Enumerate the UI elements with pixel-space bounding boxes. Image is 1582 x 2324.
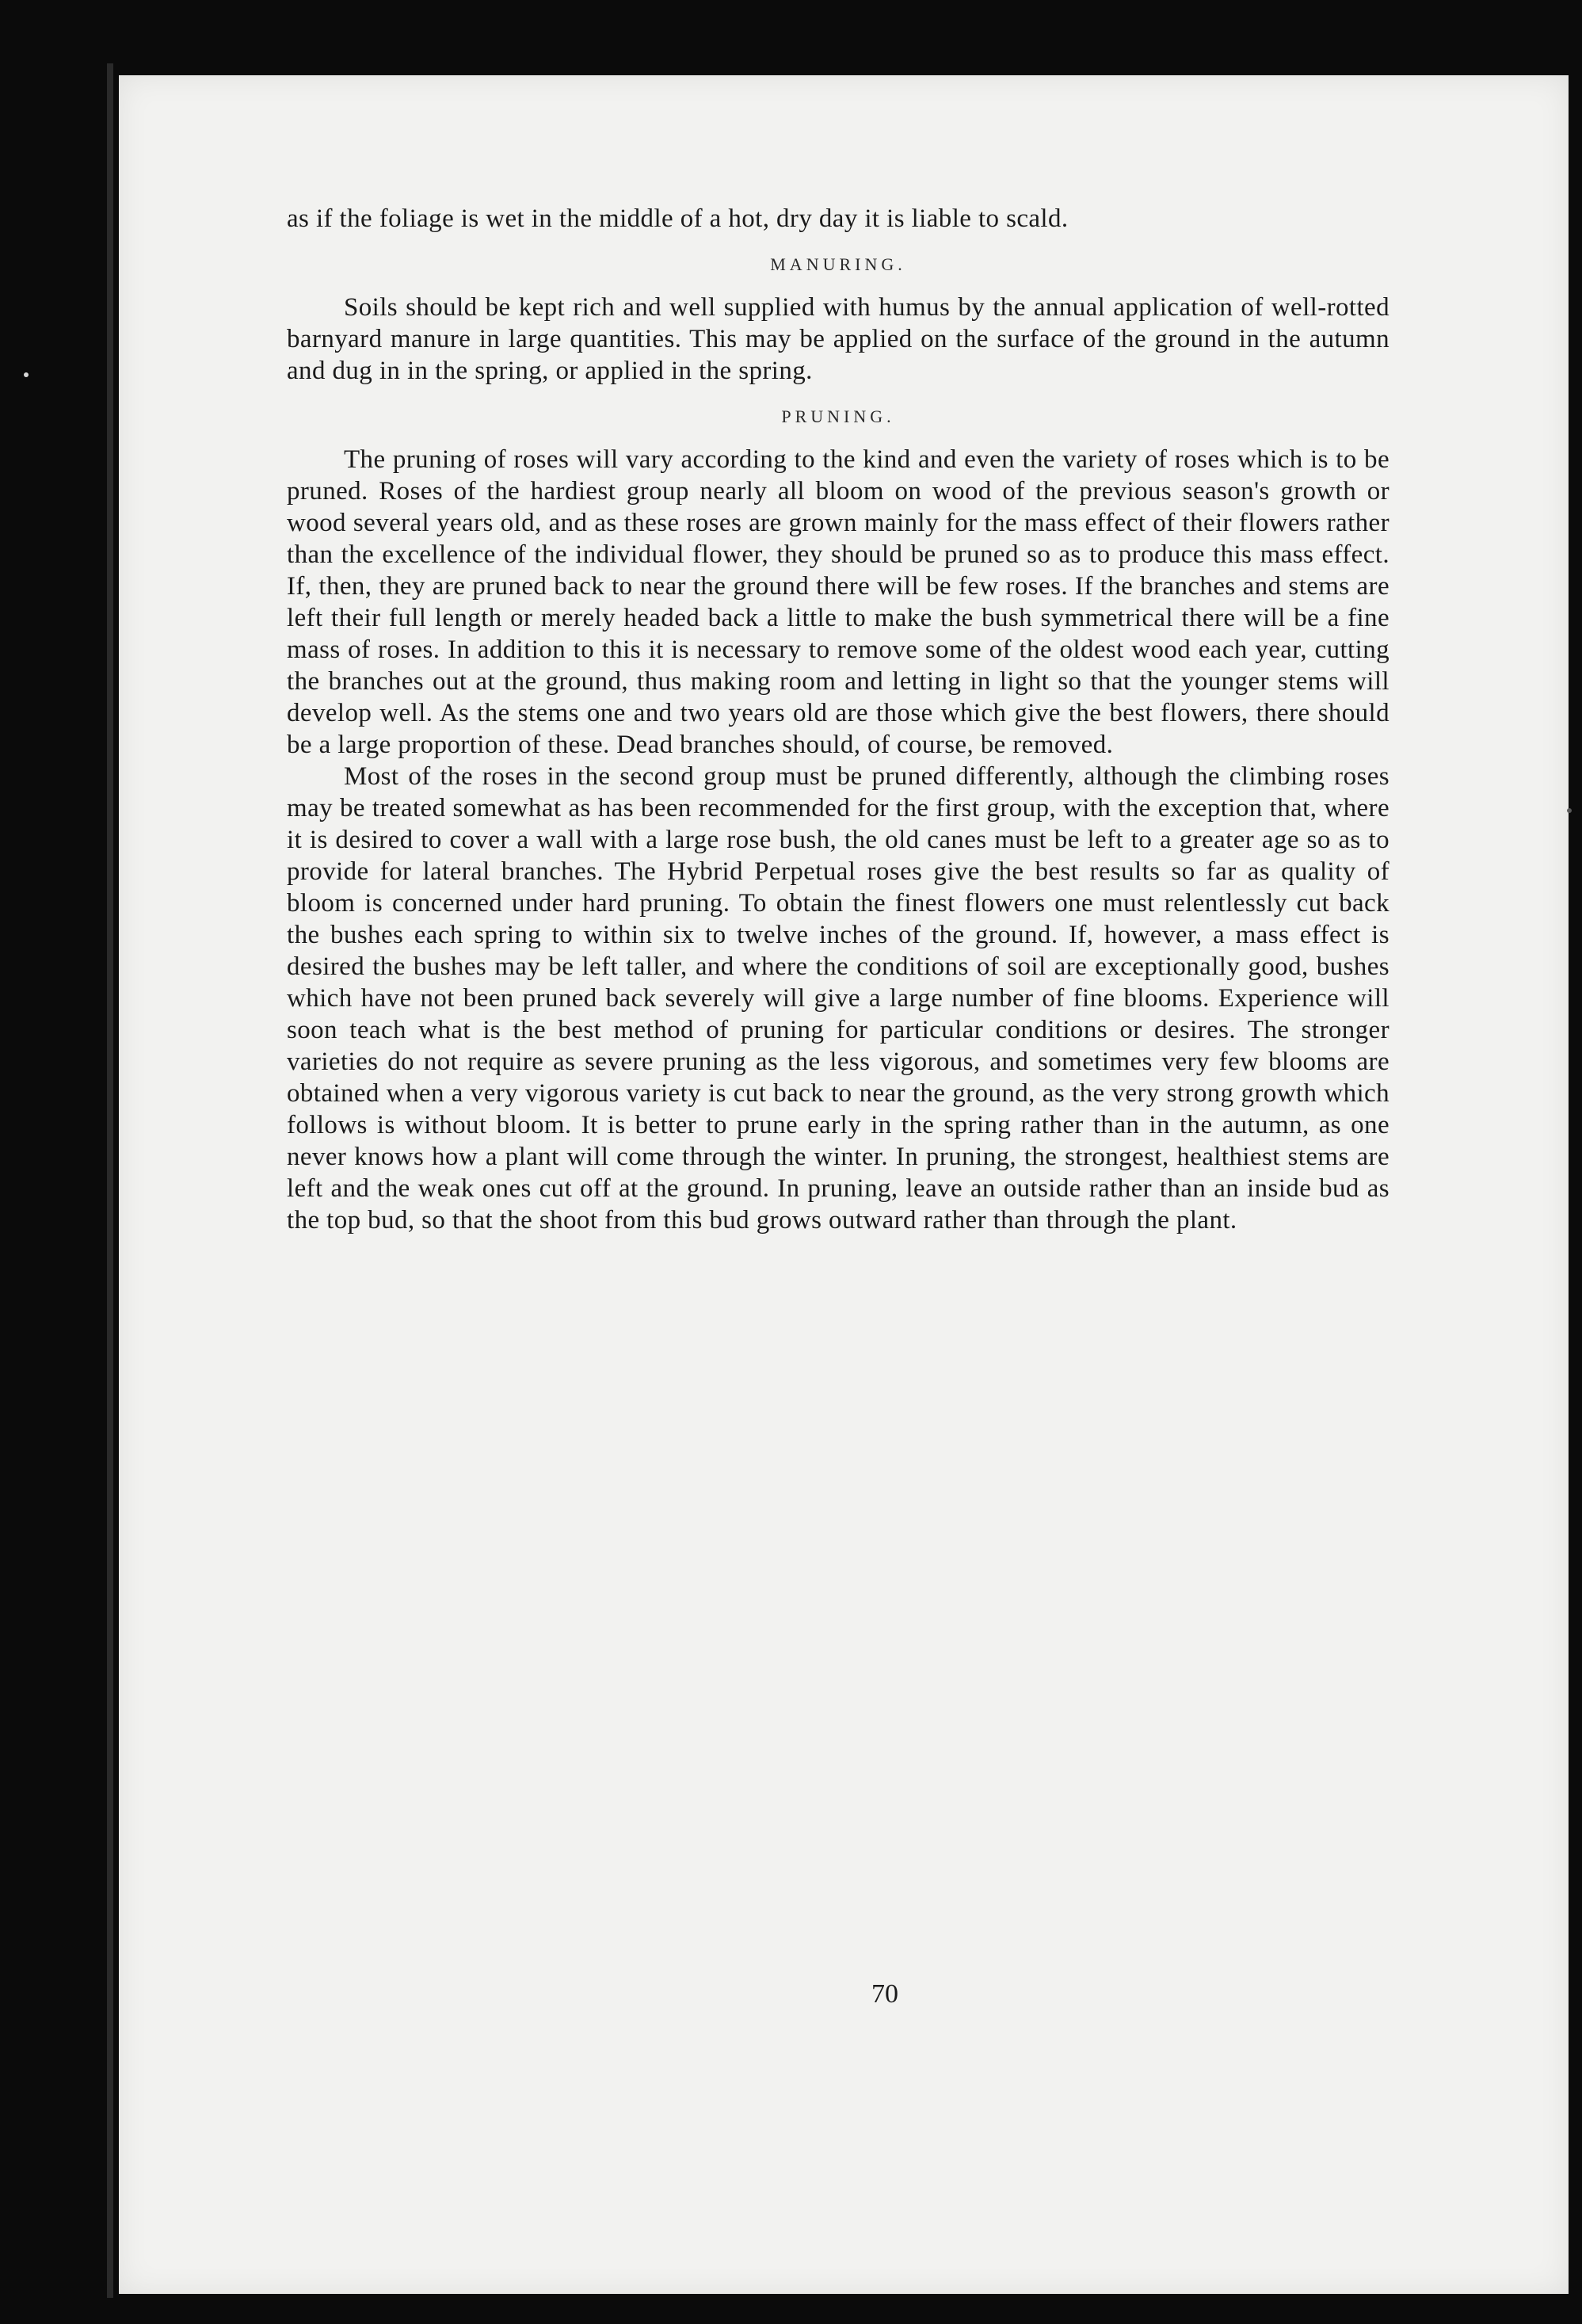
section-heading-manuring: MANURING. — [770, 254, 906, 274]
paragraph-pruning-2: Most of the roses in the second group must be pruned differently, although the climbing roses may be treated somewhat as has been recommended for the first group, with the exception that, where it is desired to cover a wall with a large rose bush, the old canes must be left to a greater age so as to provide for lateral branches. The Hybrid Perpetual roses give the best results so far as quality of bloom is concerned under hard pruning. To obtain the finest flowers one must relentlessly cut back the bushes each spring to within six to twelve inches of the ground. If, however, a mass effect is desired the bushes may be left taller, and where the conditions of soil are exceptionally good, bushes which have not been pruned back severely will give a large number of fine blooms. Experience will soon teach what is the best method of pruning for particular conditions or desires. The stronger varieties do not require as severe pruning as the less vigorous, and sometimes very few blooms are obtained when a very vigorous variety is cut back to near the ground, as the very strong growth which follows is without bloom. It is better to prune early in the spring rather than in the autumn, as one never knows how a plant will come through the winter. In pruning, the strongest, healthiest stems are left and the weak ones cut off at the ground. In pruning, leave an outside rather than an inside bud as the top bud, so that the shoot from this bud grows outward rather than through the plant. — [287, 762, 1389, 1235]
paragraph-manuring: Soils should be kept rich and well supplied with humus by the annual application of well-rotted barnyard manure in large quantities. This may be applied on the surface of the ground in the autumn and dug in in the spring, or applied in the spring. — [287, 293, 1389, 385]
page-body-text — [287, 203, 1389, 1236]
section-heading-pruning: PRUNING. — [781, 406, 895, 426]
continued-paragraph: as if the foliage is wet in the middle of a hot, dry day it is liable to scald. — [287, 204, 1069, 233]
page-edge-shadow — [107, 63, 113, 2298]
paragraph-pruning-1: The pruning of roses will vary according to the kind and even the variety of roses which is to be pruned. Roses of the hardiest group nearly all bloom on wood of the previous season's growth or wood several years old, and as these roses are grown mainly for the mass effect of their flowers rather than the excellence of the individual flower, they should be pruned so as to produce this mass effect. If, then, they are pruned back to near the ground there will be few roses. If the branches and stems are left their full length or merely headed back a little to make the bush symmetrical there will be a fine mass of roses. In addition to this it is necessary to remove some of the oldest wood each year, cutting the branches out at the ground, thus making room and letting in light so that the younger stems will develop well. As the stems one and two years old are those which give the best flowers, there should be a large proportion of these. Dead branches should, of course, be removed. — [287, 445, 1389, 759]
page-number: 70 — [871, 1979, 898, 2009]
scan-speck — [24, 372, 29, 377]
scan-speck — [1567, 808, 1572, 813]
